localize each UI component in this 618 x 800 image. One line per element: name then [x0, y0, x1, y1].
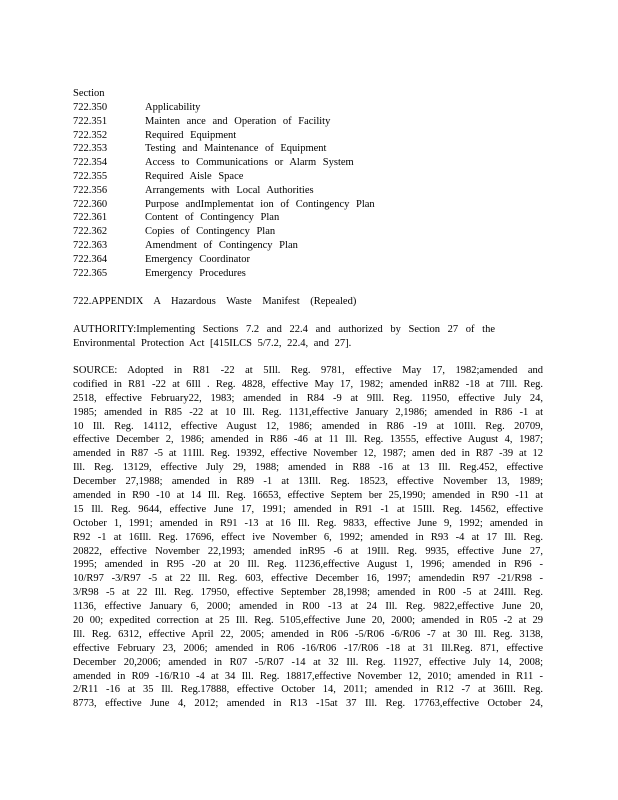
source-line: 1995; amended in R95 -20 at 20 Ill. Reg. 11236,effective August 1, 1996; amended in R96 - — [73, 559, 543, 571]
source-line: Ill. Reg. 6312, effective April 22, 2005; amended in R06 -5/R06 -6/R06 -7 at 30 Ill. Reg. 3138, — [73, 628, 543, 640]
source-line: codified in R81 -22 at 6Ill . Reg. 4828, effective May 17, 1982; amended inR82 -18 at 7Ill. Reg. — [73, 378, 543, 390]
section-title: Required Equipment — [145, 129, 237, 141]
source-line: 20822, effective November 22,1993; amended inR95 -6 at 19Ill. Reg. 9935, effective June 27, — [73, 545, 543, 557]
section-index-row — [73, 239, 543, 253]
section-title: Purpose andImplementat ion of Contingency Plan — [145, 198, 375, 210]
section-index-heading: Section — [73, 88, 105, 99]
section-number: 722.360 — [73, 198, 108, 210]
source-line: Ill. Reg. 13129, effective July 29, 1988; amended in R88 -16 at 13 Ill. Reg.452, effective — [73, 462, 543, 474]
source-line: 3/R98 -5 at 22 Ill. Reg. 17950, effective September 28,1998; amended in R00 -5 at 24Ill. Reg. — [73, 587, 543, 599]
source-line: amended in R87 -5 at 11Ill. Reg. 19392, effective November 12, 1987; amen ded in R87 -39 at 12 — [73, 448, 543, 460]
section-index-row — [73, 267, 543, 281]
section-number: 722.351 — [73, 115, 108, 127]
source-line: amended in R90 -10 at 14 Ill. Reg. 16653, effective Septem ber 25,1990; amended in R90 -11 at — [73, 490, 543, 502]
section-number: 722.350 — [73, 102, 108, 113]
section-index-row — [73, 253, 543, 267]
section-title: Applicability — [145, 102, 201, 113]
source-line: amended in R09 -16/R10 -4 at 34 Ill. Reg. 18817,effective November 12, 2010; amended in R11 - — [73, 670, 543, 682]
source-line: 15 Ill. Reg. 9644, effective June 17, 1991; amended in R91 -1 at 15Ill. Reg. 14562, effective — [73, 503, 543, 515]
section-number: 722.363 — [73, 239, 108, 251]
section-index-row — [73, 156, 543, 170]
source-line: effective February 23, 2006; amended in R06 -16/R06 -17/R06 -18 at 31 Ill.Reg. 871, effective — [73, 642, 543, 654]
section-number: 722.354 — [73, 157, 108, 169]
section-title: Required Aisle Space — [145, 170, 244, 182]
source-line: 20 00; expedited correction at 25 Ill. Reg. 5105,effective June 20, 2000; amended in R05 -2 at 29 — [73, 615, 543, 627]
source-paragraph — [73, 364, 543, 711]
section-number: 722.352 — [73, 129, 108, 141]
source-line: 2518, effective February22, 1983; amended in R84 -9 at 9Ill. Reg. 11950, effective July 24, — [73, 392, 543, 404]
source-line: effective December 2, 1986; amended in R86 -46 at 11 Ill. Reg. 13555, effective August 4, 1987; — [73, 434, 543, 446]
section-index-row — [73, 184, 543, 198]
source-line: 10 Ill. Reg. 14112, effective August 12, 1986; amended in R86 -19 at 10Ill. Reg. 20709, — [73, 420, 543, 432]
source-line: October 1, 1991; amended in R91 -13 at 16 Ill. Reg. 9833, effective June 9, 1992; amended in — [73, 517, 543, 529]
source-line: R92 -1 at 16Ill. Reg. 17696, effect ive November 6, 1992; amended in R93 -4 at 17 Ill. Reg. — [73, 531, 543, 543]
source-line: 1136, effective January 6, 2000; amended in R00 -13 at 24 Ill. Reg. 9822,effective June 20, — [73, 601, 543, 613]
section-index-row — [73, 115, 543, 129]
section-number: 722.365 — [73, 267, 108, 279]
authority-paragraph: AUTHORITY:Implementing Sections 7.2 and 22.4 and authorized by Section 27 of the Environmental Protection Act [415ILCS 5/7.2, 22.4, and 27]. — [73, 324, 495, 349]
section-number: 722.362 — [73, 226, 108, 238]
section-title: Arrangements with Local Authorities — [145, 184, 314, 196]
source-line: 1985; amended in R85 -22 at 10 Ill. Reg. 1131,effective January 2,1986; amended in R86 -1 at — [73, 406, 543, 418]
section-index-row — [73, 225, 543, 239]
section-number: 722.364 — [73, 253, 108, 265]
source-line: 2/R11 -16 at 35 Ill. Reg.17888, effective October 14, 2011; amended in R12 -7 at 36Ill. Reg. — [73, 684, 543, 696]
section-index — [73, 87, 543, 280]
section-title: Emergency Procedures — [145, 267, 246, 279]
section-title: Amendment of Contingency Plan — [145, 239, 298, 251]
section-number: 722.356 — [73, 184, 108, 196]
section-title: Emergency Coordinator — [145, 253, 250, 265]
section-title: Copies of Contingency Plan — [145, 226, 276, 238]
section-title: Content of Contingency Plan — [145, 212, 280, 224]
source-line: December 27,1988; amended in R89 -1 at 13Ill. Reg. 18523, effective November 13, 1989; — [73, 476, 543, 488]
appendix-entry: 722.APPENDIX A Hazardous Waste Manifest (Repealed) — [73, 296, 357, 307]
section-title: Mainten ance and Operation of Facility — [145, 115, 331, 127]
section-index-list — [73, 101, 543, 280]
section-number: 722.353 — [73, 143, 108, 155]
section-number: 722.355 — [73, 170, 108, 182]
section-number: 722.361 — [73, 212, 108, 224]
section-index-row — [73, 170, 543, 184]
section-title: Testing and Maintenance of Equipment — [145, 143, 327, 155]
section-index-row — [73, 129, 543, 143]
source-line: 10/R97 -3/R97 -5 at 22 Ill. Reg. 603, effective December 16, 1997; amendedin R97 -21/R98 - — [73, 573, 543, 585]
source-line: 8773, effective June 4, 2012; amended in R13 -15at 37 Ill. Reg. 17763,effective October 24, — [73, 698, 543, 710]
source-line: December 20,2006; amended in R07 -5/R07 -14 at 32 Ill. Reg. 11927, effective July 14, 2008; — [73, 656, 543, 668]
section-title: Access to Communications or Alarm System — [145, 157, 354, 169]
section-index-row — [73, 101, 543, 115]
section-index-row — [73, 198, 543, 212]
section-index-row — [73, 142, 543, 156]
section-index-row — [73, 211, 543, 225]
source-line: SOURCE: Adopted in R81 -22 at 5Ill. Reg. 9781, effective May 17, 1982;amended and — [73, 365, 543, 376]
